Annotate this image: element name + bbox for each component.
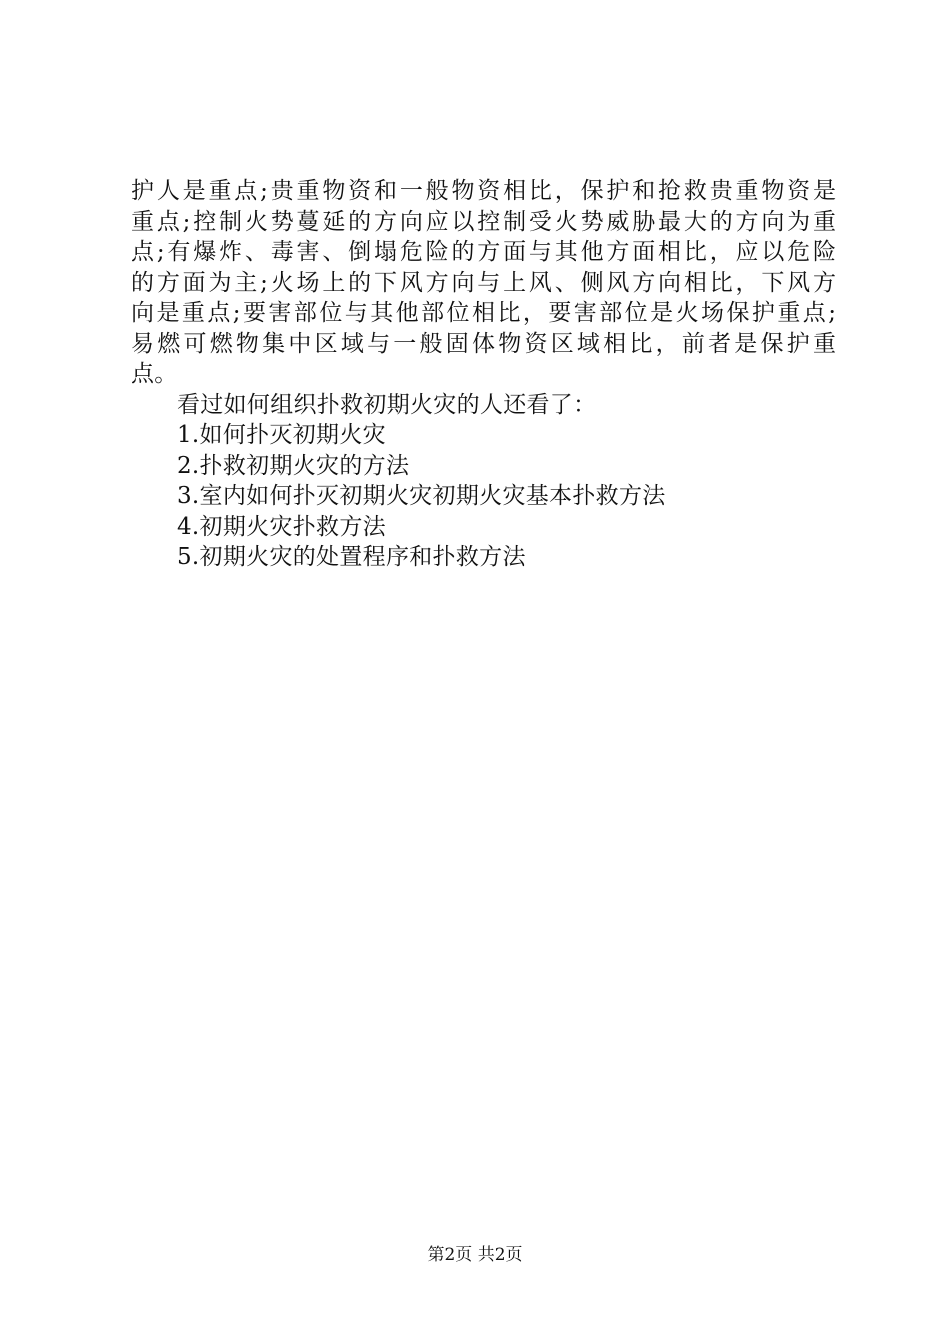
related-link-item[interactable]: 2.扑救初期火灾的方法 (177, 452, 410, 479)
page-footer: 第2页 共2页 (427, 1245, 523, 1265)
paragraph-line: 点;有爆炸、毒害、倒塌危险的方面与其他方面相比，应以危险 (131, 239, 836, 265)
related-link-item[interactable]: 1.如何扑灭初期火灾 (177, 422, 386, 448)
paragraph-line: 的方面为主;火场上的下风方向与上风、侧风方向相比，下风方 (131, 269, 836, 296)
paragraph-line: 护人是重点;贵重物资和一般物资相比，保护和抢救贵重物资是 (131, 178, 836, 204)
related-link-item[interactable]: 5.初期火灾的处置程序和扑救方法 (177, 544, 526, 570)
document-body (131, 176, 836, 573)
paragraph-line: 向是重点;要害部位与其他部位相比，要害部位是火场保护重点; (131, 300, 836, 326)
related-link-item[interactable]: 3.室内如何扑灭初期火灾初期火灾基本扑救方法 (177, 483, 666, 509)
paragraph-line: 易燃可燃物集中区域与一般固体物资区域相比，前者是保护重 (131, 330, 836, 357)
related-heading: 看过如何组织扑救初期火灾的人还看了： (177, 391, 597, 418)
paragraph-line: 重点;控制火势蔓延的方向应以控制受火势威胁最大的方向为重 (131, 208, 836, 235)
paragraph-line: 点。 (131, 361, 178, 387)
related-link-item[interactable]: 4.初期火灾扑救方法 (177, 513, 386, 540)
